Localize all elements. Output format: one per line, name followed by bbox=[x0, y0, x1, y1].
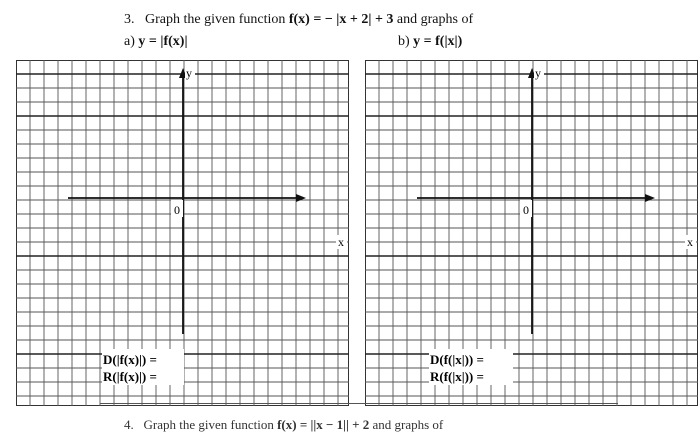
next-problem-intro: Graph the given function bbox=[143, 417, 274, 432]
range-label-a: R(|f(x)|) = bbox=[103, 369, 157, 384]
y-axis-label-a: y bbox=[186, 66, 192, 80]
problem-number: 3. bbox=[124, 12, 135, 27]
part-a-label: a) bbox=[124, 34, 135, 49]
graph-grid-a bbox=[16, 60, 349, 406]
part-a-expression: y = |f(x)| bbox=[138, 34, 188, 49]
x-axis-label-a: x bbox=[338, 235, 344, 249]
x-axis-arrow-a bbox=[296, 194, 306, 202]
domain-label-a: D(|f(x)|) = bbox=[103, 352, 157, 367]
problem-function: f(x) = − |x + 2| + 3 bbox=[288, 12, 394, 27]
next-problem-outro: and graphs of bbox=[372, 417, 444, 432]
problem-intro: Graph the given function bbox=[145, 12, 286, 27]
graph-grid-b bbox=[365, 60, 698, 406]
problem-outro: and graphs of bbox=[396, 12, 474, 27]
y-axis-label-b: y bbox=[535, 66, 541, 80]
part-b-heading bbox=[398, 34, 462, 50]
part-b-expression: y = f(|x|) bbox=[413, 34, 463, 49]
graph-panel-a bbox=[16, 60, 349, 406]
domain-label-b: D(f(|x|)) = bbox=[430, 352, 484, 367]
problem-statement bbox=[124, 12, 473, 28]
origin-label-a: 0 bbox=[174, 203, 180, 217]
range-label-b: R(f(|x|)) = bbox=[430, 369, 484, 384]
x-axis-label-b: x bbox=[687, 235, 693, 249]
x-axis-arrow-b bbox=[645, 194, 655, 202]
graph-panel-b bbox=[365, 60, 698, 406]
separator-rule bbox=[100, 403, 618, 404]
part-a-heading bbox=[124, 34, 188, 50]
next-problem-number: 4. bbox=[124, 417, 134, 432]
next-problem-function: f(x) = ||x − 1|| + 2 bbox=[277, 417, 370, 432]
axes-a bbox=[68, 68, 306, 334]
next-problem-statement bbox=[124, 417, 443, 433]
axes-b bbox=[417, 68, 655, 334]
origin-label-b: 0 bbox=[523, 203, 529, 217]
part-b-label: b) bbox=[398, 34, 410, 49]
